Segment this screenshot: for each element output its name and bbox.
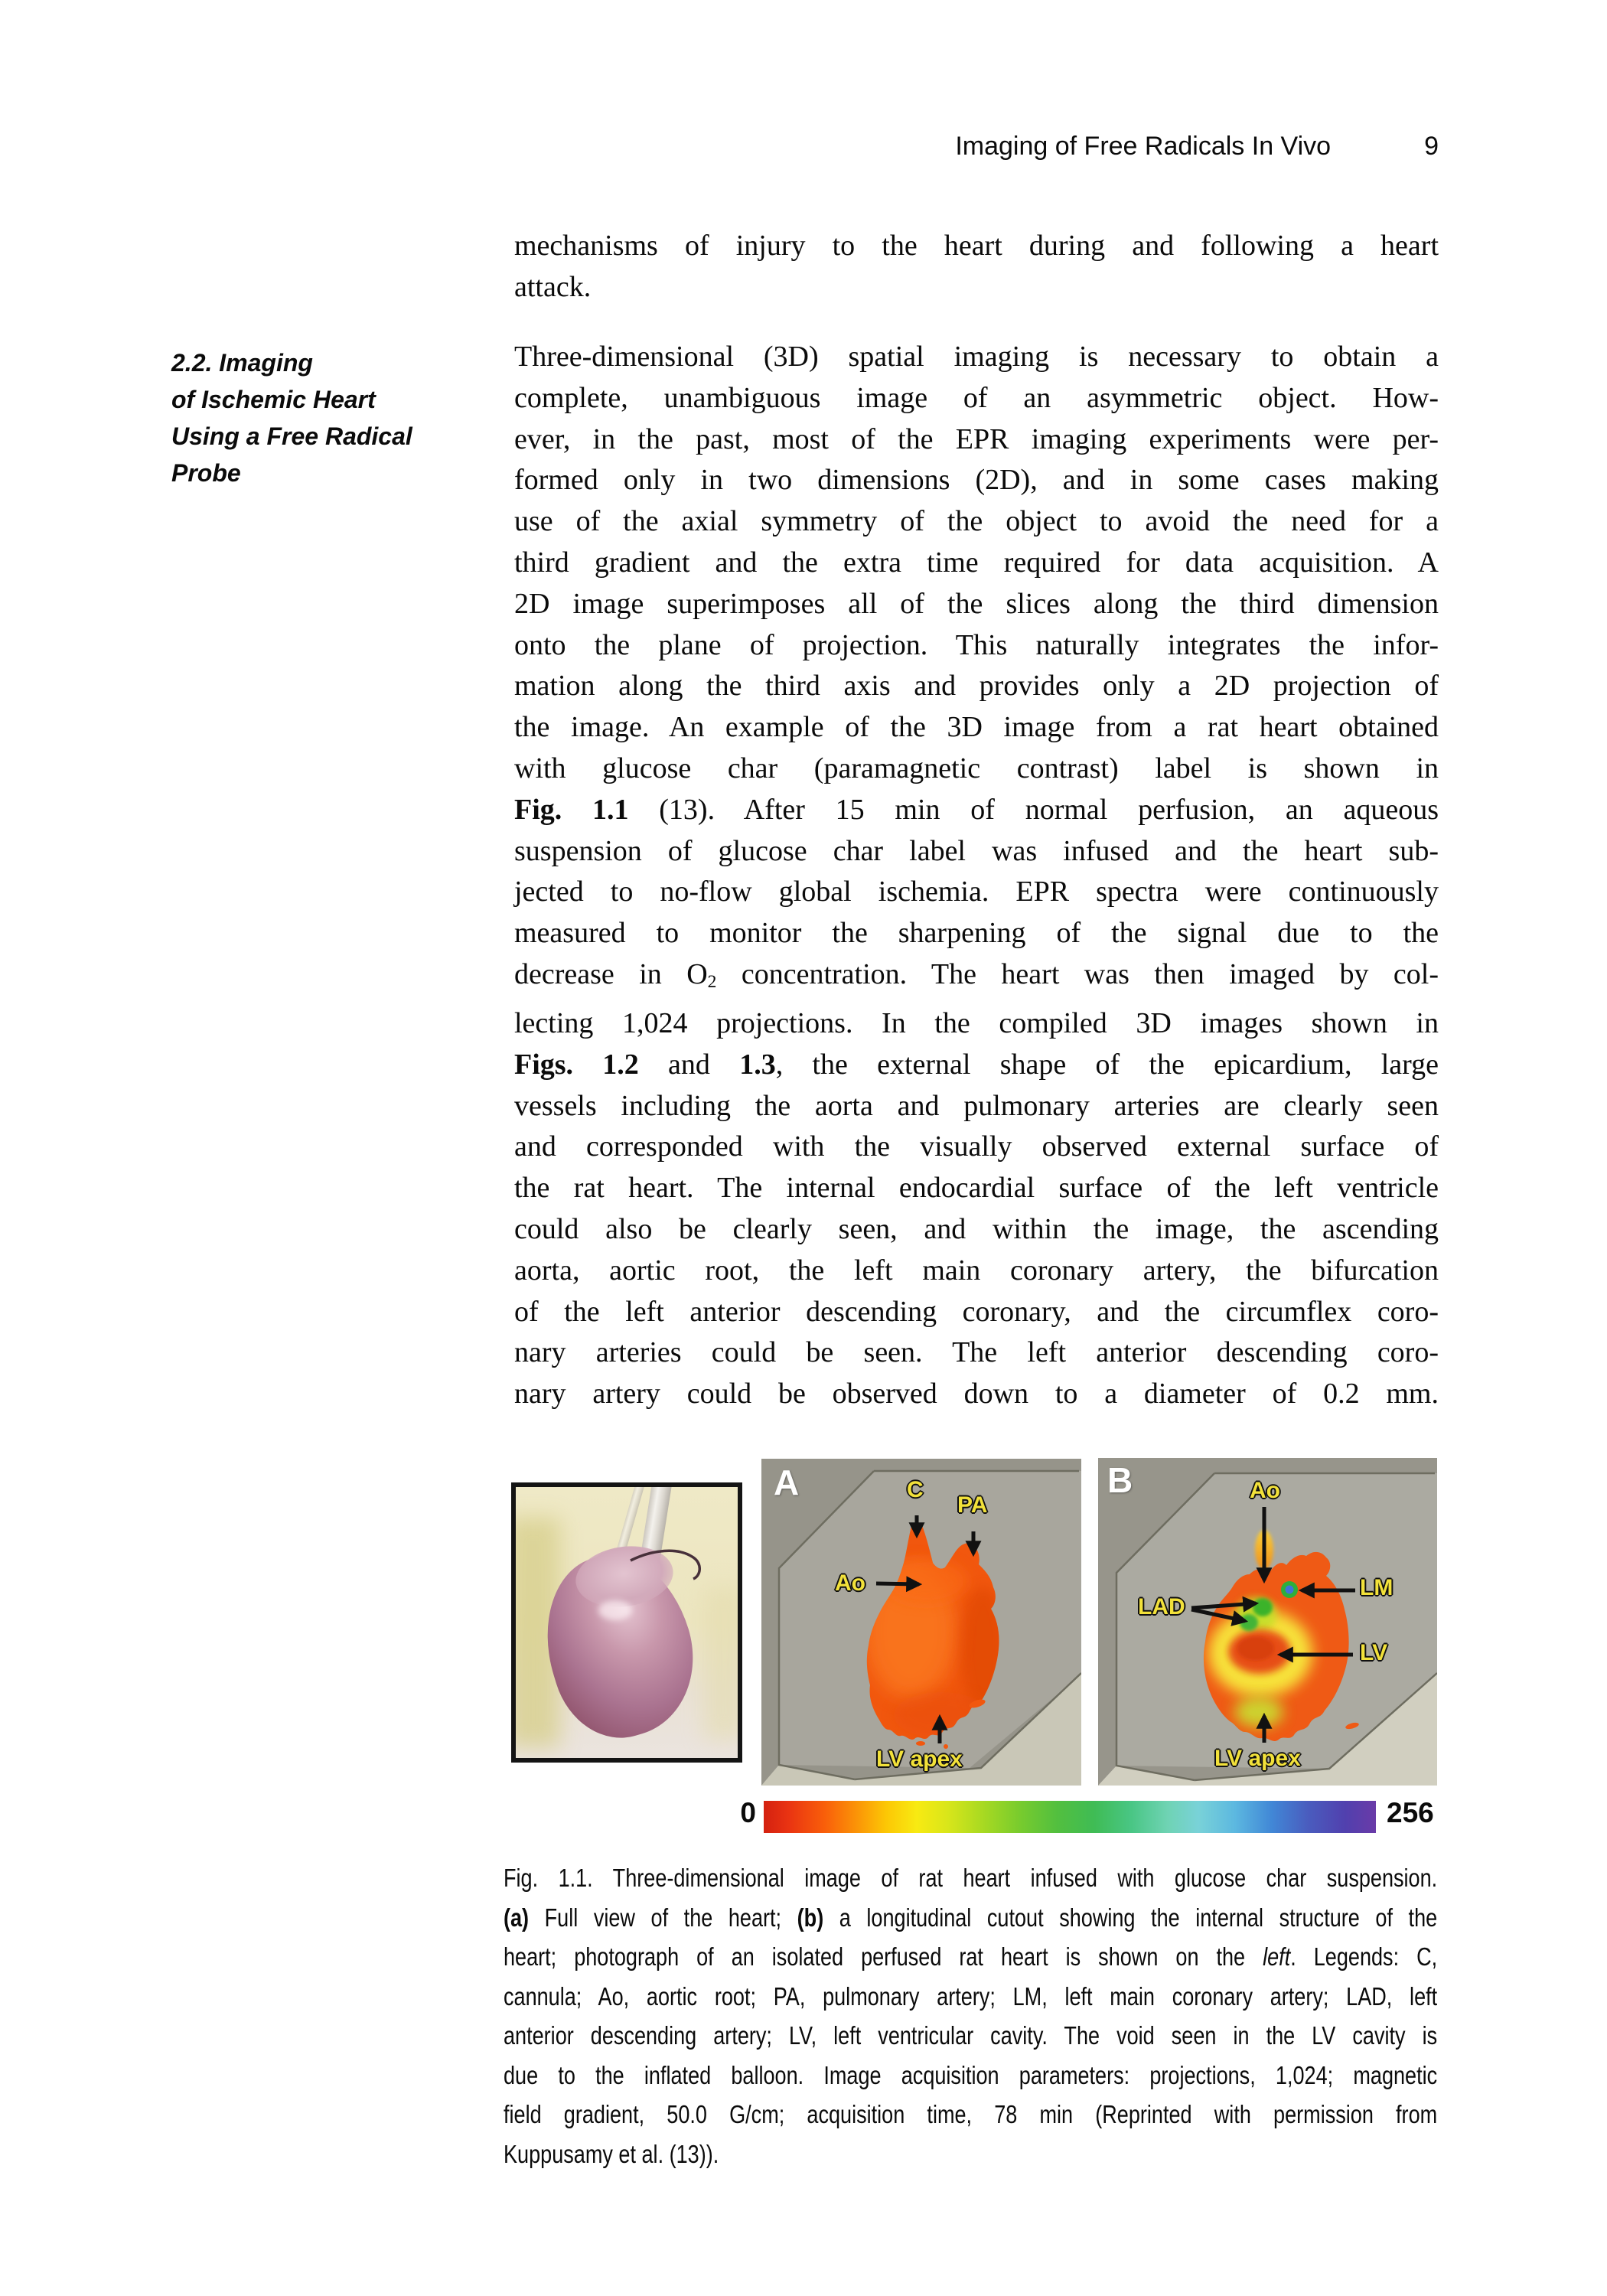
body-paragraph [514, 337, 1439, 1415]
running-head-title: Imaging of Free Radicals In Vivo [955, 132, 1332, 161]
body-line: formed only in two dimensions (2D), and in some cases making [514, 464, 1439, 497]
figure-panel-a [761, 1459, 1081, 1786]
body-line: decrease in $O_2$ concentration. The heart was then imaged by col- [514, 957, 1439, 993]
caption-line: anterior descending artery; LV, left ventricular cavity. The void seen in the LV cavity is [504, 2021, 1438, 2050]
green-yellow-patch [1234, 1697, 1283, 1727]
section-heading-line: 2.2. Imaging [171, 349, 313, 377]
panel-b-rendering [1098, 1458, 1437, 1786]
body-line: complete, unambiguous image of an asymmetric object. How- [514, 381, 1439, 414]
signal-speck [916, 1741, 925, 1746]
body-line: and corresponded with the visually observed external surface of [514, 1130, 1439, 1163]
caption-line: field gradient, 50.0 G/cm; acquisition time, 78 min (Reprinted with permission from [504, 2100, 1438, 2128]
heart-photograph [511, 1482, 742, 1763]
label-lv-apex-b: LV apex [1214, 1746, 1301, 1771]
label-pulmonary-artery: PA [957, 1492, 988, 1518]
body-line: aorta, aortic root, the left main coronary artery, the bifurcation [514, 1254, 1439, 1287]
lad-spot-upper [1253, 1598, 1273, 1616]
lm-center [1286, 1586, 1294, 1594]
intro-line: mechanisms of injury to the heart during and following a heart [514, 230, 1439, 262]
caption-line: heart; photograph of an isolated perfused rat heart is shown on the left. Legends: C, [504, 1942, 1438, 1971]
colorbar-max-label: 256 [1387, 1797, 1434, 1828]
body-line: nary artery could be observed down to a diameter of 0.2 mm. [514, 1378, 1439, 1411]
label-lv-cavity: LV [1360, 1640, 1388, 1665]
body-line: Fig. 1.1 (13). After 15 min of normal perfusion, an aqueous [514, 793, 1439, 826]
caption-line: (a) Full view of the heart; (b) a longitudinal cutout showing the internal structure of the [504, 1903, 1438, 1932]
intro-line: attack. [514, 271, 592, 303]
body-line: lecting 1,024 projections. In the compiled 3D images shown in [514, 1006, 1439, 1039]
body-line: ever, in the past, most of the EPR imaging experiments were per- [514, 422, 1439, 455]
label-cannula: C [907, 1477, 924, 1502]
body-line: Figs. 1.2 and 1.3, the external shape of the epicardium, large [514, 1048, 1439, 1081]
body-line: could also be clearly seen, and within the image, the ascending [514, 1212, 1439, 1245]
body-line: use of the axial symmetry of the object to avoid the need for a [514, 505, 1439, 538]
label-aortic-root: Ao [835, 1570, 865, 1596]
caption-line: Kuppusamy et al. (13)). [504, 2139, 719, 2168]
suture-wire [631, 1551, 699, 1579]
suture-wire-drawing [516, 1487, 738, 1758]
section-heading-line: Probe [171, 459, 241, 487]
body-line: the rat heart. The internal endocardial surface of the left ventricle [514, 1172, 1439, 1205]
body-line: measured to monitor the sharpening of the signal due to the [514, 917, 1439, 950]
intensity-colorbar [764, 1801, 1376, 1833]
body-line: of the left anterior descending coronary, and the circumflex coro- [514, 1295, 1439, 1328]
body-line: jected to no-flow global ischemia. EPR spectra were continuously [514, 876, 1439, 908]
intro-paragraph [514, 225, 1439, 308]
caption-line: Fig. 1.1. Three-dimensional image of rat heart infused with glucose char suspension. [504, 1864, 1438, 1892]
body-line: onto the plane of projection. This naturally integrates the infor- [514, 628, 1439, 661]
body-line: nary arteries could be seen. The left anterior descending coro- [514, 1336, 1439, 1369]
lv-cavity-core [1237, 1636, 1274, 1661]
body-line: mation along the third axis and provides only a 2D projection of [514, 670, 1439, 703]
body-line: Three-dimensional (3D) spatial imaging is necessary to obtain a [514, 341, 1439, 373]
colorbar-min-label: 0 [740, 1797, 756, 1828]
caption-line: due to the inflated balloon. Image acquisition parameters: projections, 1,024; magnetic [504, 2060, 1438, 2089]
page-header [0, 132, 1439, 161]
page-number: 9 [1424, 132, 1439, 161]
label-lv-apex: LV apex [876, 1746, 963, 1772]
body-line: 2D image superimposes all of the slices along the third dimension [514, 587, 1439, 620]
body-line: the image. An example of the 3D image from a rat heart obtained [514, 711, 1439, 744]
section-heading [171, 344, 500, 491]
lad-spot-lower [1240, 1614, 1258, 1631]
body-line: with glucose char (paramagnetic contrast) label is shown in [514, 752, 1439, 784]
panel-b-letter: B [1107, 1460, 1133, 1500]
figure-caption [504, 1858, 1437, 2174]
panel-a-rendering [761, 1459, 1081, 1786]
body-line: vessels including the aorta and pulmonary arteries are clearly seen [514, 1089, 1439, 1122]
section-heading-line: of Ischemic Heart [171, 386, 376, 413]
label-aortic-root-b: Ao [1250, 1478, 1280, 1503]
caption-line: cannula; Ao, aortic root; PA, pulmonary artery; LM, left main coronary artery; LAD, left [504, 1981, 1438, 2011]
label-lad: LAD [1138, 1594, 1185, 1619]
section-heading-line: Using a Free Radical [171, 422, 412, 450]
figure-panel-b [1098, 1458, 1437, 1786]
body-line: third gradient and the extra time required for data acquisition. A [514, 546, 1439, 579]
label-left-main: LM [1360, 1575, 1393, 1600]
panel-a-letter: A [774, 1463, 800, 1502]
body-line: suspension of glucose char label was infused and the heart sub- [514, 834, 1439, 867]
arrow-icon-ao [876, 1583, 919, 1584]
